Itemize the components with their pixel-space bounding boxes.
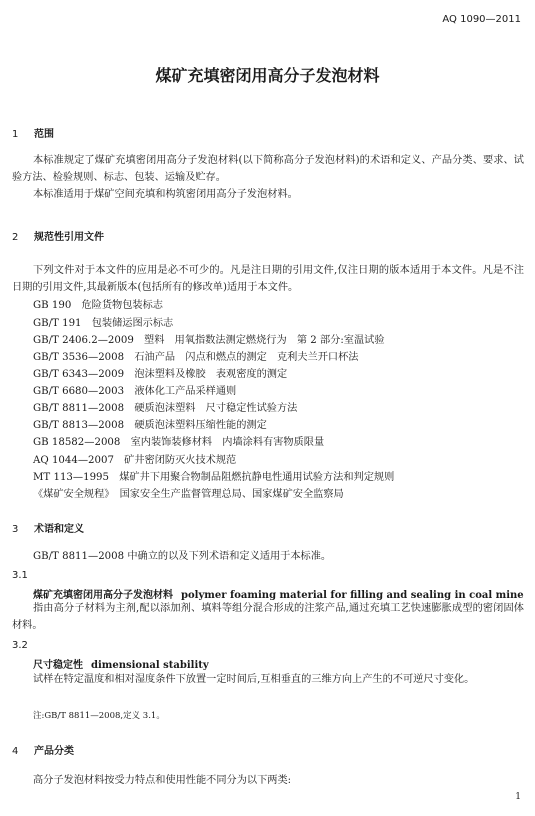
term-3-1-number: 3.1 bbox=[12, 570, 28, 581]
reference-item: AQ 1044—2007 矿井密闭防灭火技术规范 bbox=[33, 455, 237, 466]
reference-item: GB/T 6680—2003 液体化工产品采样通则 bbox=[33, 386, 237, 397]
section-title: 规范性引用文件 bbox=[34, 232, 104, 243]
section-3-paragraph-1: GB/T 8811—2008 中确立的以及下列术语和定义适用于本标准。 bbox=[33, 551, 332, 562]
term-3-2 bbox=[33, 656, 209, 671]
section-number: 4 bbox=[12, 746, 19, 757]
section-4-heading bbox=[12, 742, 74, 757]
section-number: 2 bbox=[12, 232, 19, 243]
term-3-1 bbox=[33, 586, 524, 601]
page-number: 1 bbox=[515, 792, 521, 802]
section-4-paragraph-1: 高分子发泡材料按受力特点和使用性能不同分为以下两类: bbox=[33, 775, 292, 786]
reference-item: MT 113—1995 煤矿井下用聚合物制品阻燃抗静电性通用试验方法和判定规则 bbox=[33, 472, 395, 483]
document-title: 煤矿充填密闭用高分子发泡材料 bbox=[155, 66, 380, 85]
section-1-paragraph-2: 本标准适用于煤矿空间充填和构筑密闭用高分子发泡材料。 bbox=[33, 189, 298, 200]
section-2-paragraph-1: 下列文件对于本文件的应用是必不可少的。凡是注日期的引用文件,仅注日期的版本适用于本文件。凡是不注日期的引用文件,其最新版本(包括所有的修改单)适用于本文件。 bbox=[12, 265, 524, 293]
standard-code: AQ 1090—2011 bbox=[442, 14, 521, 25]
term-3-1-definition: 指由高分子材料为主剂,配以添加剂、填料等组分混合形成的注浆产品,通过充填工艺快速膨胀成型的密闭固体材料。 bbox=[12, 603, 524, 631]
section-title: 范围 bbox=[34, 129, 54, 140]
section-number: 1 bbox=[12, 129, 19, 140]
term-chinese: 尺寸稳定性 bbox=[33, 660, 83, 671]
section-1-paragraph-1: 本标准规定了煤矿充填密闭用高分子发泡材料(以下简称高分子发泡材料)的术语和定义、产品分类、要求、试验方法、检验规则、标志、包装、运输及贮存。 bbox=[12, 155, 524, 183]
reference-item: 《煤矿安全规程》 国家安全生产监督管理总局、国家煤矿安全监察局 bbox=[33, 489, 344, 500]
reference-item: GB/T 2406.2—2009 塑料 用氧指数法测定燃烧行为 第 2 部分:室温试验 bbox=[33, 335, 385, 346]
reference-item: GB/T 191 包装储运图示标志 bbox=[33, 318, 174, 329]
term-english: dimensional stability bbox=[91, 660, 209, 671]
section-3-heading bbox=[12, 520, 84, 535]
reference-item: GB 18582—2008 室内装饰装修材料 内墙涂料有害物质限量 bbox=[33, 437, 325, 448]
section-1-heading bbox=[12, 125, 54, 140]
section-2-heading bbox=[12, 228, 104, 243]
reference-item: GB 190 危险货物包装标志 bbox=[33, 300, 163, 311]
section-title: 术语和定义 bbox=[34, 524, 84, 535]
term-3-2-number: 3.2 bbox=[12, 640, 28, 651]
reference-item: GB/T 3536—2008 石油产品 闪点和燃点的测定 克利夫兰开口杯法 bbox=[33, 352, 359, 363]
reference-item: GB/T 6343—2009 泡沫塑料及橡胶 表观密度的测定 bbox=[33, 369, 288, 380]
reference-item: GB/T 8813—2008 硬质泡沫塑料压缩性能的测定 bbox=[33, 420, 267, 431]
term-3-2-note: 注:GB/T 8811—2008,定义 3.1。 bbox=[33, 711, 165, 721]
term-3-2-definition: 试样在特定温度和相对湿度条件下放置一定时间后,互相垂直的三维方向上产生的不可逆尺寸变化。 bbox=[33, 674, 475, 685]
reference-item: GB/T 8811—2008 硬质泡沫塑料 尺寸稳定性试验方法 bbox=[33, 403, 298, 414]
section-number: 3 bbox=[12, 524, 19, 535]
section-title: 产品分类 bbox=[34, 746, 74, 757]
term-chinese: 煤矿充填密闭用高分子发泡材料 bbox=[33, 590, 173, 601]
term-english: polymer foaming material for filling and sealing in coal mine bbox=[181, 590, 524, 601]
